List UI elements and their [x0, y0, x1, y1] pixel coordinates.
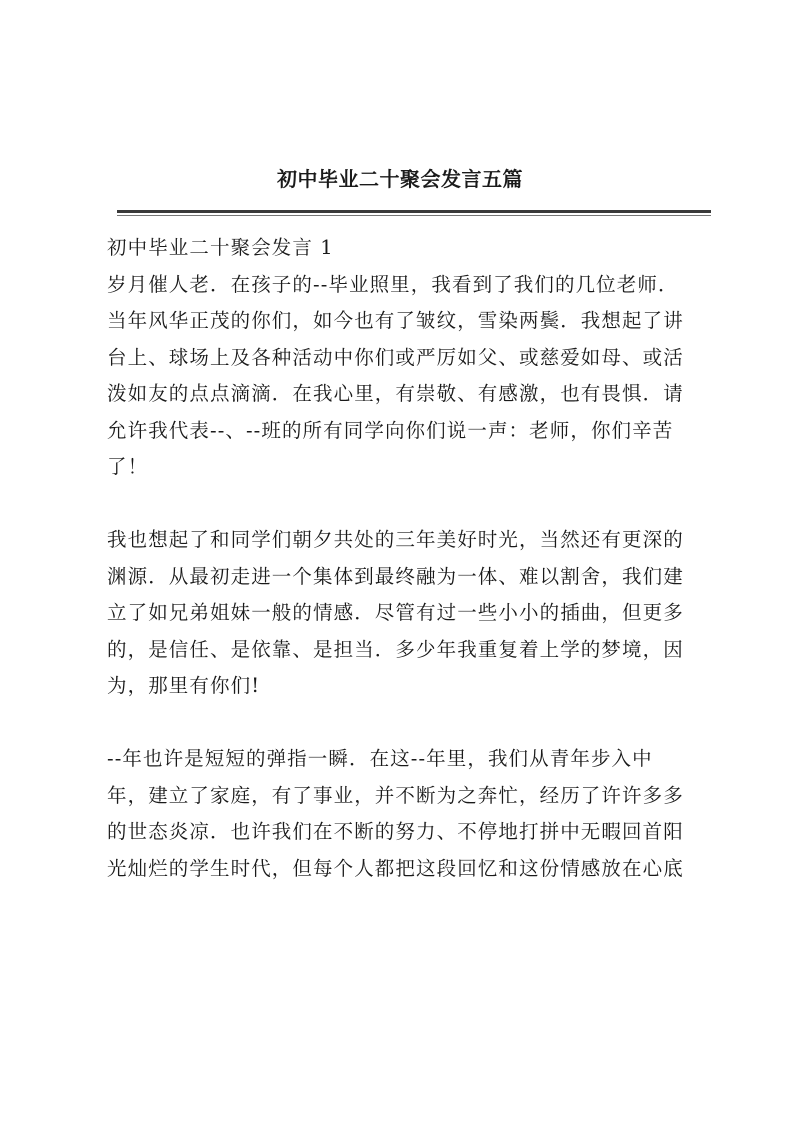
paragraph-2 [107, 522, 717, 705]
text-line: 我也想起了和同学们朝夕共处的三年美好时光，当然还有更深的 [107, 528, 684, 551]
paragraph-3 [107, 741, 717, 887]
title-divider [117, 210, 711, 213]
text-line: 的，是信任、是依靠、是担当．多少年我重复着上学的梦境，因 [107, 637, 684, 661]
text-line: 为，那里有你们! [107, 674, 261, 697]
paragraph-1 [107, 267, 717, 486]
text-line: --年也许是短短的弹指一瞬．在这--年里，我们从青年步入中 [107, 747, 653, 770]
text-line: 泼如友的点点滴滴．在我心里，有崇敬、有感激，也有畏惧．请 [107, 382, 684, 405]
text-line: 台上、球场上及各种活动中你们或严厉如父、或慈爱如母、或活 [107, 345, 684, 369]
text-line: 允许我代表--、--班的所有同学向你们说一声：老师，你们辛苦 [107, 418, 674, 442]
text-line: 岁月催人老．在孩子的--毕业照里，我看到了我们的几位老师． [107, 272, 679, 296]
document-title: 初中毕业二十聚会发言五篇 [277, 167, 523, 191]
title-divider-thin [117, 215, 711, 216]
text-line: 立了如兄弟姐妹一般的情感．尽管有过一些小小的插曲，但更多 [107, 601, 684, 624]
paragraph-gap [107, 486, 717, 523]
text-line: 当年风华正茂的你们，如今也有了皱纹，雪染两鬓．我想起了讲 [107, 309, 684, 332]
paragraph-gap [107, 705, 717, 742]
text-line: 的世态炎凉．也许我们在不断的努力、不停地打拼中无暇回首阳 [107, 820, 684, 843]
text-line: 光灿烂的学生时代，但每个人都把这段回忆和这份情感放在心底 [107, 856, 684, 880]
section-heading: 初中毕业二十聚会发言 1 [107, 236, 334, 259]
text-line: 渊源．从最初走进一个集体到最终融为一体、难以割舍，我们建 [107, 564, 684, 588]
document-body [107, 230, 717, 887]
text-line: 年，建立了家庭，有了事业，并不断为之奔忙，经历了许许多多 [107, 783, 684, 807]
text-line: 了！ [107, 455, 149, 478]
